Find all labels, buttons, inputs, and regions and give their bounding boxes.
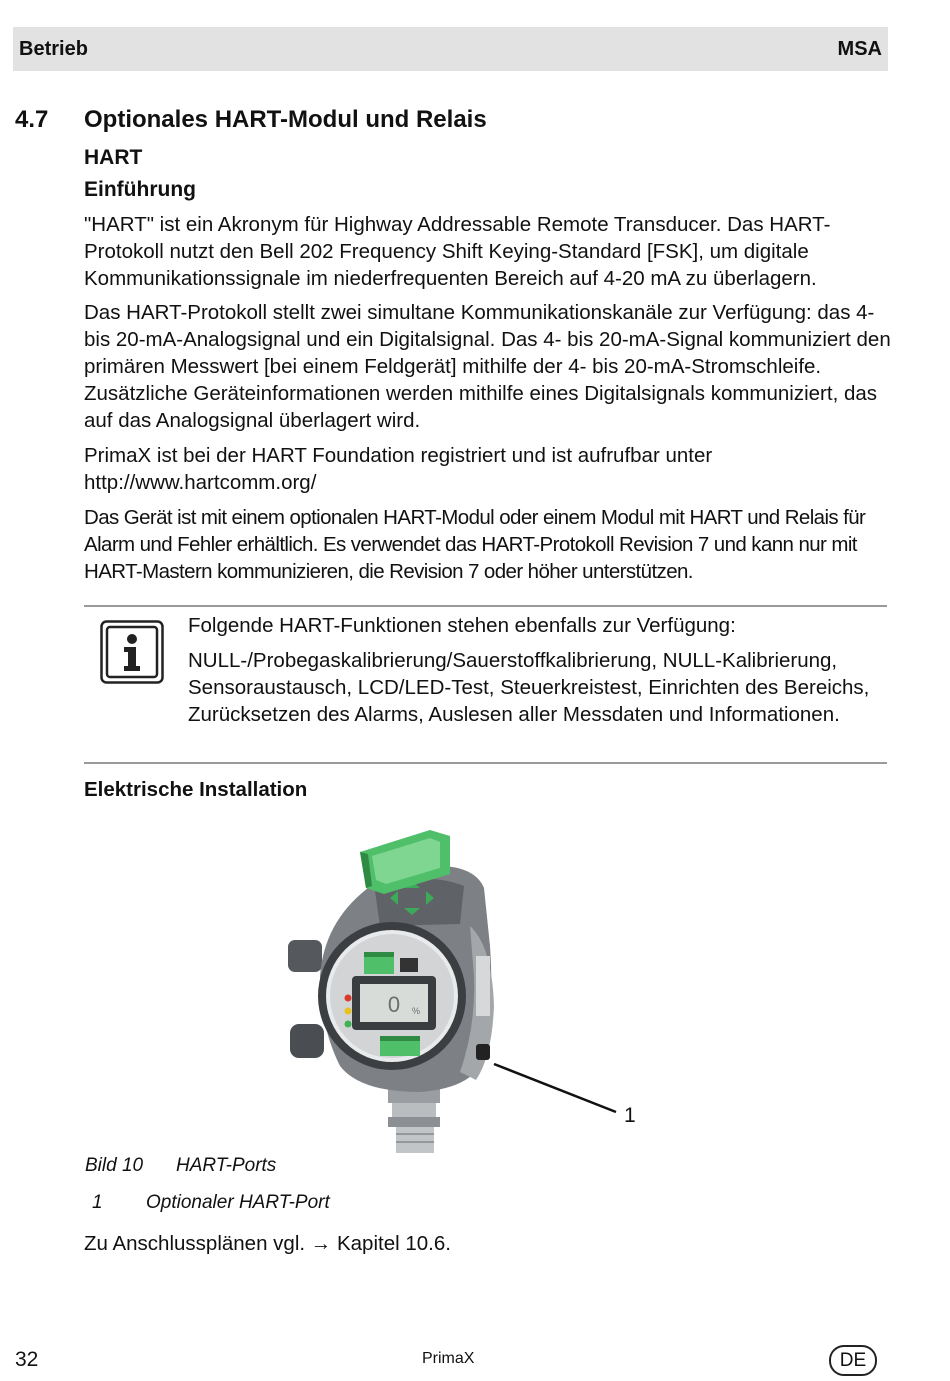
header-brand: MSA	[837, 38, 882, 60]
caption-title: HART-Ports	[176, 1155, 277, 1176]
display-value: 0	[387, 992, 401, 1017]
caption-label: Bild 10	[85, 1155, 144, 1176]
subheading-intro: Einführung	[84, 178, 196, 201]
page-number: 32	[15, 1348, 39, 1371]
note-bottom-rule	[84, 762, 887, 764]
paragraph-hart-definition: "HART" ist ein Akronym für Highway Addressable Remote Transducer. Das HART-Protokoll nutzt den Bell 202 Frequency Shift Keying-Standard [FSK], um digitale Kommunikationssignale im niederfrequenten Bereich auf 4-20 mA zu überlagern.	[84, 213, 831, 290]
note-function-list: NULL-/Probegaskalibrierung/Sauerstoffkalibrierung, NULL-Kalibrierung, Sensoraustausch, LCD/LED-Test, Steuerkreistest, Einrichten des Bereichs, Zurücksetzen des Alarms, Auslesen aller Messdaten und Informationen.	[188, 649, 870, 726]
paragraph-registration: PrimaX ist bei der HART Foundation registriert und ist aufrufbar unter http://www.hartcomm.org/	[84, 444, 713, 494]
note-top-rule	[84, 605, 887, 607]
reference-text: Zu Anschlussplänen vgl. → Kapitel 10.6.	[84, 1232, 451, 1255]
note-intro: Folgende HART-Funktionen stehen ebenfalls zur Verfügung:	[188, 614, 736, 637]
header-section-label: Betrieb	[19, 38, 88, 60]
page-header	[13, 27, 888, 71]
paragraph-module-options: Das Gerät ist mit einem optionalen HART-Modul oder einem Modul mit HART und Relais für Alarm und Fehler erhältlich. Es verwendet das HART-Protokoll Revision 7 und kann nur mit HART-Mastern kommunizieren, die Revision 7 oder höher unterstützen.	[84, 506, 866, 583]
callout-number: 1	[624, 1104, 636, 1127]
info-icon	[100, 620, 164, 684]
subheading-electrical: Elektrische Installation	[84, 778, 308, 801]
section-number: 4.7	[15, 106, 49, 133]
display-unit: %	[412, 1006, 421, 1016]
section-title: Optionales HART-Modul und Relais	[84, 106, 487, 133]
legend-number: 1	[92, 1192, 103, 1213]
subheading-hart: HART	[84, 146, 143, 169]
legend-text: Optionaler HART-Port	[146, 1192, 330, 1213]
language-badge: DE	[829, 1345, 877, 1376]
footer-product: PrimaX	[422, 1350, 475, 1367]
paragraph-hart-channels: Das HART-Protokoll stellt zwei simultane Kommunikationskanäle zur Verfügung: das 4- bis 20-mA-Analogsignal und ein Digitalsignal. Das 4- bis 20-mA-Signal kommuniziert den primären Messwert [bei einem Feldgerät] mithilfe der 4- bis 20-mA-Stromschleife. Zusätzliche Geräteinformationen werden mithilfe eines Digitalsignals kommuniziert, das auf das Analogsignal überlagert wird.	[84, 301, 891, 432]
device-illustration	[280, 826, 650, 1160]
